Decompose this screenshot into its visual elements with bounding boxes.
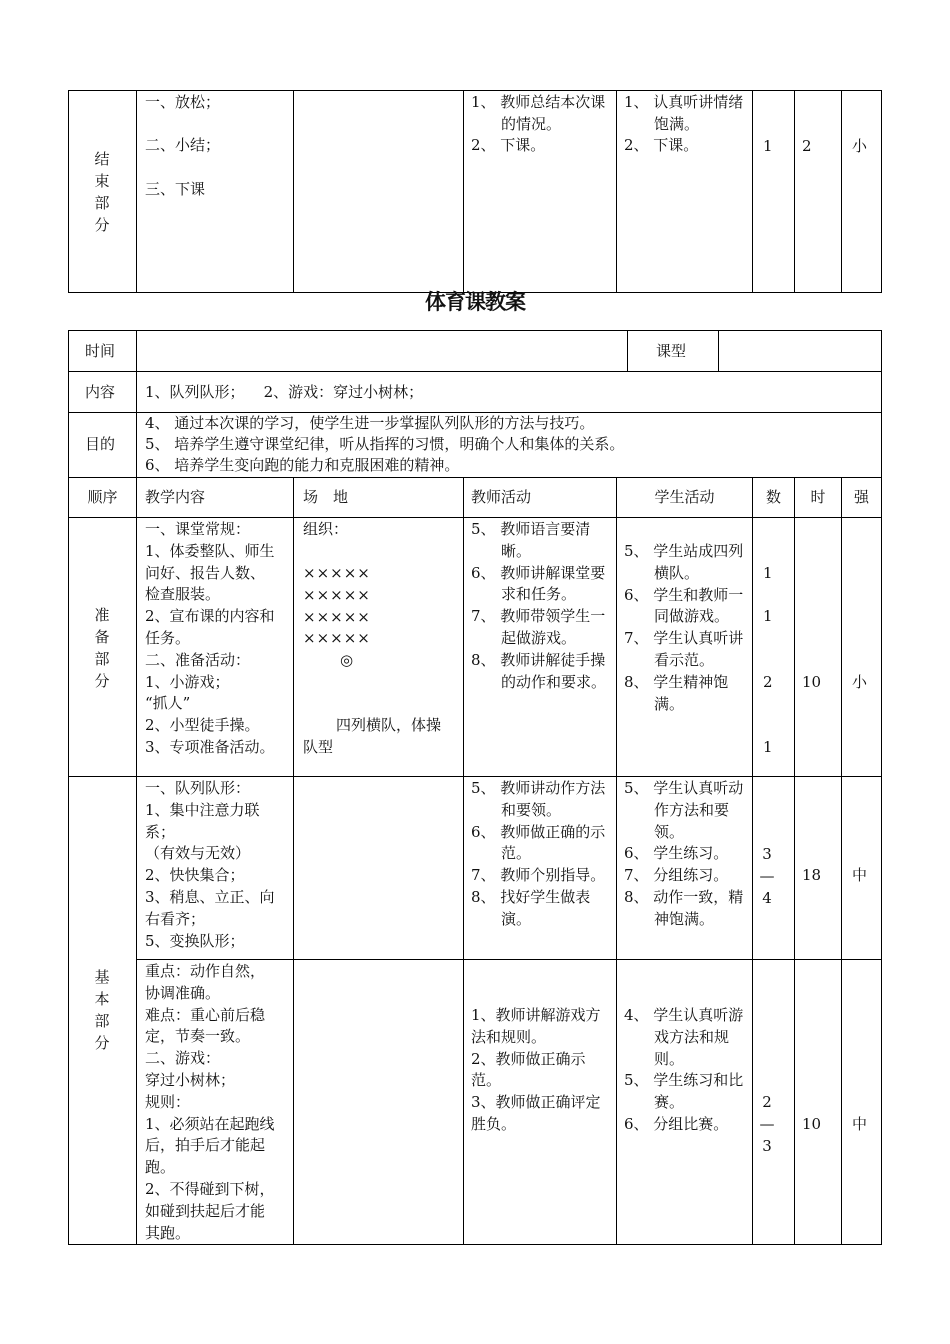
basic-content-line: 协调准确。 — [145, 983, 221, 1002]
basic-content-line: 其跑。 — [145, 1223, 191, 1242]
goal-list — [145, 413, 624, 476]
end-teacher-item-2: 2、 下课。 — [471, 136, 546, 154]
basic-teacher-item: 5、 教师讲动作方法和要领。 — [471, 779, 606, 819]
count-part: 4 — [762, 888, 772, 907]
basic-content-line: 右看齐； — [145, 909, 206, 928]
basic-content-line: 跑。 — [145, 1158, 176, 1177]
prep-teacher-activity — [471, 519, 611, 693]
formation-row: ××××× — [303, 564, 371, 582]
formation-row: ××××× — [303, 607, 371, 626]
end-section-label: 结束部分 — [94, 150, 110, 234]
end-content-2: 二、小结； — [145, 136, 221, 154]
basic-row2-teacher-activity — [471, 1005, 601, 1136]
prep-content-line: 二、准备活动： — [145, 650, 251, 669]
basic-row2-student-activity — [624, 1005, 748, 1136]
basic-content-line: 后，拍手后才能起 — [145, 1136, 266, 1155]
basic-content-line: 2、不得碰到下树， — [145, 1179, 275, 1198]
prep-content-line: “抓人” — [145, 694, 191, 713]
prep-content-line: 一、课堂常规： — [145, 520, 251, 538]
basic-content-line: 重点：动作自然， — [145, 962, 266, 980]
basic-content-line: 系； — [145, 822, 176, 841]
end-time: 2 — [802, 137, 812, 155]
basic-row1-count — [753, 844, 781, 909]
basic-section-label: 基本部分 — [94, 968, 110, 1052]
prep-section-label: 准备部分 — [94, 606, 110, 690]
prep-teacher-item: 8、 教师讲解徒手操的动作和要求。 — [471, 650, 607, 691]
basic-teacher-line: 胜负。 — [471, 1114, 517, 1133]
basic-row2-content — [145, 961, 275, 1244]
goal-item-1: 4、 通过本次课的学习，使学生进一步掌握队列队形的方法与技巧。 — [145, 414, 595, 432]
basic-student-item: 5、 学生认真听动作方法和要领。 — [624, 779, 744, 841]
prep-venue-note-1: 四列横队，体操 — [336, 716, 442, 734]
basic-content-line: 2、快快集合； — [145, 866, 245, 885]
basic-content-line: （有效与无效） — [145, 844, 251, 863]
basic-content-line: 难点：重心前后稳 — [145, 1005, 266, 1024]
basic-student-item: 7、 分组练习。 — [624, 866, 729, 885]
end-content-3: 三、下课 — [145, 180, 206, 198]
prep-count-1: 1 — [763, 564, 773, 582]
column-header-venue: 场 地 — [303, 488, 349, 506]
prep-teacher-item: 5、 教师语言要清晰。 — [471, 520, 591, 560]
prep-student-item: 8、 学生精神饱满。 — [624, 672, 729, 713]
basic-student-item: 8、 动作一致，精神饱满。 — [624, 887, 744, 928]
basic-teacher-line: 范。 — [471, 1071, 502, 1090]
goal-item-2: 5、 培养学生遵守课堂纪律，听从指挥的习惯，明确个人和集体的关系。 — [145, 435, 625, 453]
end-teacher-item-1: 1、 教师总结本次课的情况。 — [471, 93, 606, 133]
content-value: 1、队列队形； 2、游戏：穿过小树林； — [145, 383, 424, 401]
column-header-content: 教学内容 — [145, 488, 206, 506]
prep-student-item: 6、 学生和教师一同做游戏。 — [624, 585, 744, 626]
basic-teacher-line: 3、教师做正确评定 — [471, 1093, 601, 1112]
basic-row1-teacher-activity — [471, 778, 611, 931]
basic-student-item: 6、 分组比赛。 — [624, 1114, 729, 1133]
column-header-intensity: 强 — [853, 488, 869, 506]
prep-content-line: 2、小型徒手操。 — [145, 716, 260, 735]
goal-item-3: 6、 培养学生变向跑的能力和克服困难的精神。 — [145, 456, 460, 474]
prep-count-3: 2 — [763, 673, 773, 691]
prep-venue-label: 组织： — [303, 520, 349, 538]
prep-content-line: 2、宣布课的内容和 — [145, 607, 275, 626]
count-part: 3 — [762, 845, 772, 863]
basic-row2-intensity: 中 — [852, 1115, 868, 1133]
formation-row: ××××× — [303, 585, 371, 604]
prep-content-line: 检查服装。 — [145, 585, 221, 604]
basic-row2-count — [753, 1092, 781, 1157]
basic-teacher-item: 7、 教师个别指导。 — [471, 866, 606, 885]
prep-content-line: 1、体委整队、师生 — [145, 541, 275, 560]
end-teacher-activity — [471, 92, 609, 157]
column-header-order: 顺序 — [87, 488, 118, 506]
prep-content-line: 问好、报告人数、 — [145, 563, 266, 582]
prep-content-line: 1、小游戏； — [145, 672, 230, 691]
prep-count-2: 1 — [763, 607, 773, 625]
end-student-item-2: 2、 下课。 — [624, 136, 699, 154]
end-student-item-1: 1、 认真听讲情绪饱满。 — [624, 93, 744, 133]
basic-teacher-line: 1、教师讲解游戏方 — [471, 1006, 601, 1024]
prep-formation — [303, 563, 371, 650]
column-header-count: 数 — [765, 488, 781, 506]
basic-row1-intensity: 中 — [852, 866, 868, 884]
basic-content-line: 1、集中注意力联 — [145, 800, 260, 819]
basic-content-line: 规则： — [145, 1092, 191, 1111]
end-student-activity — [624, 92, 748, 157]
basic-row1-student-activity — [624, 778, 748, 931]
prep-venue-note-2: 队型 — [303, 738, 334, 756]
prep-count-4: 1 — [763, 738, 773, 756]
column-header-teacher: 教师活动 — [471, 488, 532, 506]
basic-content-line: 一、队列队形： — [145, 779, 251, 797]
basic-row1-time: 18 — [802, 866, 822, 884]
basic-teacher-item: 6、 教师做正确的示范。 — [471, 822, 606, 863]
end-count: 1 — [763, 137, 773, 155]
column-header-time: 时 — [810, 488, 826, 506]
formation-row: ××××× — [303, 629, 371, 648]
end-intensity: 小 — [852, 137, 868, 155]
basic-content-line: 如碰到扶起后才能 — [145, 1201, 266, 1220]
basic-teacher-item: 8、 找好学生做表演。 — [471, 887, 591, 928]
basic-student-item: 4、 学生认真听游戏方法和规则。 — [624, 1006, 744, 1068]
basic-row1-content — [145, 778, 275, 952]
count-part: — — [759, 1114, 775, 1133]
basic-student-item: 6、 学生练习。 — [624, 844, 729, 863]
basic-content-line: 二、游戏： — [145, 1049, 221, 1068]
lesson-type-label: 课型 — [656, 342, 687, 360]
basic-content-line: 5、变换队形； — [145, 931, 245, 950]
basic-teacher-line: 2、教师做正确示 — [471, 1049, 586, 1068]
page-title: 体育课教案 — [425, 290, 525, 314]
content-label: 内容 — [85, 383, 116, 401]
count-part: 2 — [762, 1093, 772, 1111]
basic-content-line: 1、必须站在起跑线 — [145, 1114, 275, 1133]
prep-student-item: 5、 学生站成四列横队。 — [624, 542, 744, 582]
end-content-1: 一、放松； — [145, 93, 221, 111]
column-header-student: 学生活动 — [654, 488, 715, 506]
prep-time: 10 — [802, 673, 822, 691]
prep-student-item: 7、 学生认真听讲看示范。 — [624, 629, 744, 669]
prep-content — [145, 519, 275, 759]
prep-teacher-item: 7、 教师带领学生一起做游戏。 — [471, 607, 606, 647]
basic-row2-time: 10 — [802, 1115, 822, 1133]
prep-intensity: 小 — [852, 673, 868, 691]
basic-teacher-line: 法和规则。 — [471, 1027, 547, 1046]
basic-student-item: 5、 学生练习和比赛。 — [624, 1071, 744, 1112]
count-part: 3 — [762, 1136, 772, 1155]
prep-teacher-item: 6、 教师讲解课堂要求和任务。 — [471, 563, 606, 604]
basic-content-line: 3、稍息、立正、向 — [145, 887, 275, 906]
goal-label: 目的 — [85, 435, 116, 453]
time-label: 时间 — [85, 342, 116, 360]
prep-student-activity — [624, 541, 748, 715]
count-part: — — [759, 866, 775, 885]
basic-content-line: 穿过小树林； — [145, 1070, 236, 1089]
teacher-position-mark: ◎ — [340, 651, 354, 669]
basic-content-line: 定，节奏一致。 — [145, 1027, 251, 1046]
prep-content-line: 任务。 — [145, 628, 191, 647]
prep-content-line: 3、专项准备活动。 — [145, 737, 275, 756]
